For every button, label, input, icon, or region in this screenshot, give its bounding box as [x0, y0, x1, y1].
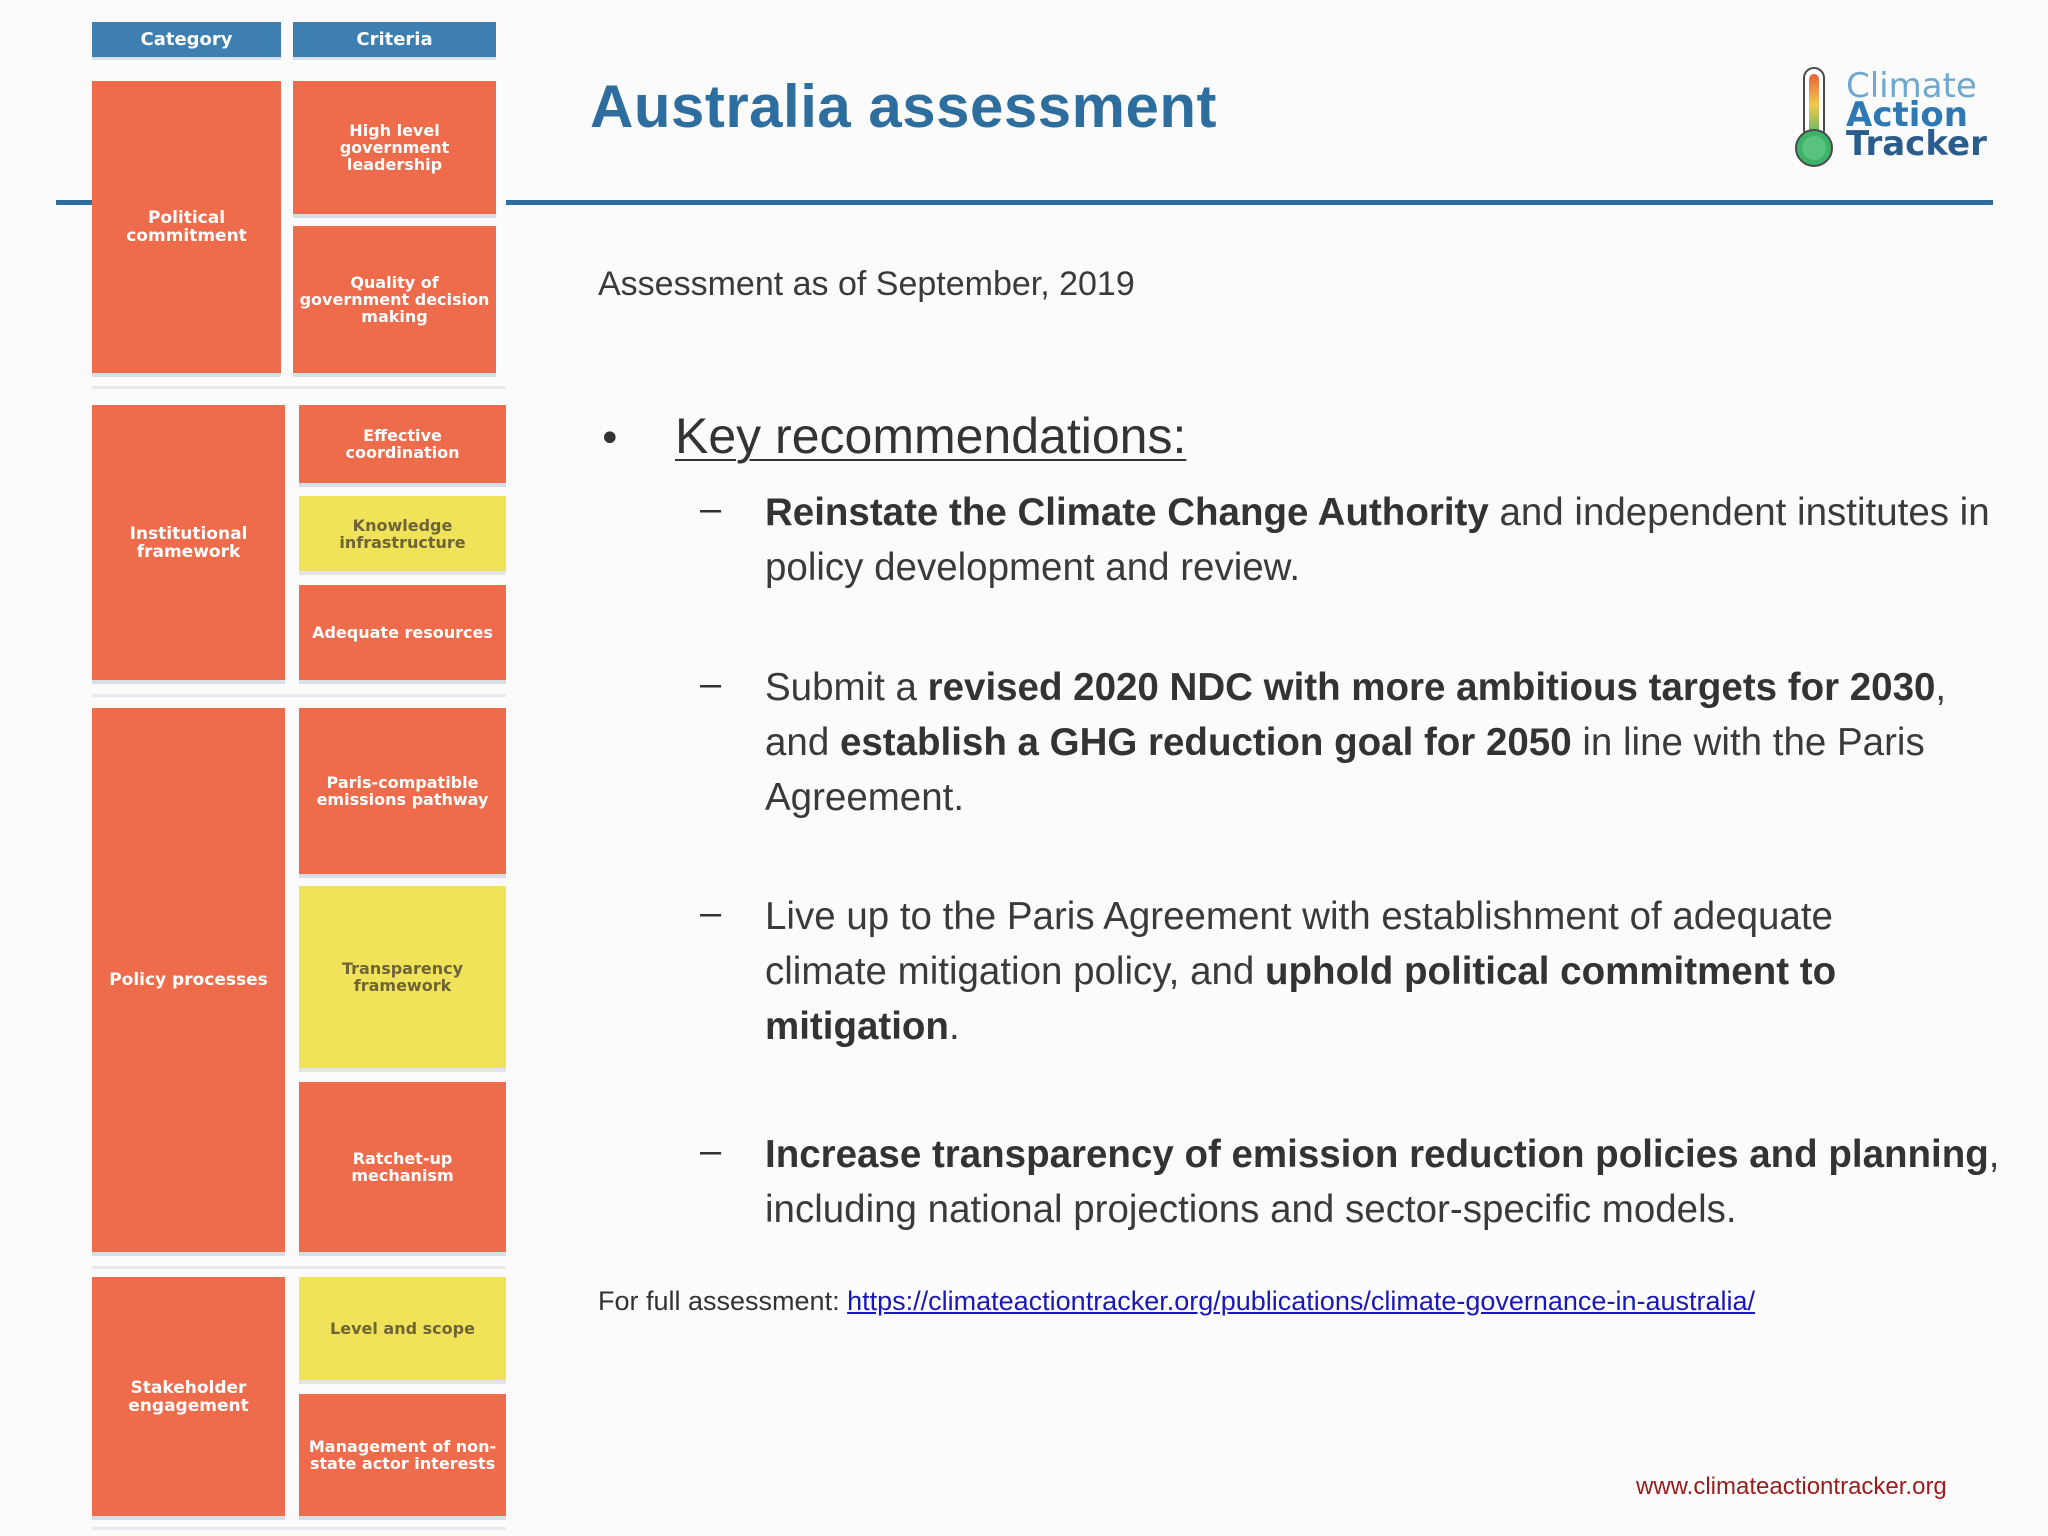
- dash-bullet: –: [700, 1130, 722, 1172]
- criteria-knowledge-infrastructure: Knowledge infrastructure: [299, 496, 506, 575]
- recommendation-3-bold: uphold political commitment to mitigation: [765, 950, 1837, 1048]
- recommendation-1-text: and independent institutes in policy development and review.: [765, 491, 1990, 589]
- grid-header-category: Category: [92, 22, 281, 60]
- recommendation-2-text-c: in line with the Paris Agreement.: [765, 721, 1925, 819]
- recommendation-2-text-b: , and: [765, 666, 1947, 764]
- dash-bullet: –: [700, 892, 722, 934]
- dash-bullet: –: [700, 488, 722, 530]
- criteria-adequate-resources: Adequate resources: [299, 585, 506, 684]
- criteria-high-level-government-leadership: High level government leadership: [293, 81, 496, 218]
- category-institutional-framework: Institutional framework: [92, 405, 285, 684]
- recommendation-2-text-a: Submit a: [765, 666, 928, 709]
- bullet-dot: •: [598, 416, 622, 462]
- criteria-transparency-framework: Transparency framework: [299, 886, 506, 1072]
- recommendation-2-bold-a: revised 2020 NDC with more ambitious targets for 2030: [927, 666, 1936, 709]
- recommendation-4: [765, 1127, 2035, 1237]
- grid-separator: [92, 386, 506, 389]
- thermometer-icon: [1790, 66, 1838, 170]
- category-policy-processes: Policy processes: [92, 708, 285, 1256]
- key-recommendations-heading: Key recommendations:: [675, 408, 1187, 464]
- assessment-grid: [0, 0, 520, 1536]
- climate-action-tracker-logo: [1790, 64, 2010, 174]
- logo-line-tracker: Tracker: [1846, 124, 1987, 164]
- recommendation-1-bold: Reinstate the Climate Change Authority: [765, 491, 1489, 534]
- full-assessment-link[interactable]: https://climateactiontracker.org/publications/climate-governance-in-australia/: [847, 1286, 1756, 1316]
- slide-title: Australia assessment: [590, 73, 1217, 140]
- full-assessment-line: [598, 1286, 1755, 1317]
- grid-header-criteria: Criteria: [293, 22, 496, 60]
- logo-line-climate: Climate: [1846, 66, 1977, 106]
- recommendation-4-text: , including national projections and sector-specific models.: [765, 1133, 2000, 1231]
- grid-separator: [92, 694, 506, 697]
- criteria-effective-coordination: Effective coordination: [299, 405, 506, 487]
- grid-separator: [92, 1266, 506, 1269]
- recommendation-3-text-b: .: [948, 1005, 960, 1048]
- recommendation-4-bold: Increase transparency of emission reduction policies and planning: [765, 1133, 1989, 1176]
- recommendation-3: [765, 889, 1965, 1054]
- grid-separator: [92, 1527, 506, 1530]
- logo-line-action: Action: [1846, 95, 1968, 135]
- title-rule-right: [506, 200, 1993, 205]
- category-political-commitment: Political commitment: [92, 81, 281, 377]
- criteria-ratchet-up-mechanism: Ratchet-up mechanism: [299, 1082, 506, 1256]
- recommendation-2-bold-b: establish a GHG reduction goal for 2050: [839, 721, 1572, 764]
- criteria-level-and-scope: Level and scope: [299, 1277, 506, 1384]
- footer-website: www.climateactiontracker.org: [1636, 1473, 1947, 1500]
- recommendation-2: [765, 660, 2005, 825]
- criteria-quality-of-government-decision-making: Quality of government decision making: [293, 226, 496, 377]
- title-rule-left: [56, 200, 92, 205]
- recommendation-3-text-a: Live up to the Paris Agreement with establishment of adequate climate mitigation policy, and: [765, 895, 1833, 993]
- category-stakeholder-engagement: Stakeholder engagement: [92, 1277, 285, 1520]
- full-assessment-label: For full assessment:: [598, 1286, 848, 1316]
- criteria-paris-compatible-emissions-pathway: Paris-compatible emissions pathway: [299, 708, 506, 878]
- criteria-management-of-non-state-actor-interests: Management of non-state actor interests: [299, 1394, 506, 1520]
- dash-bullet: –: [700, 663, 722, 705]
- recommendation-1: [765, 485, 2025, 595]
- assessment-date: Assessment as of September, 2019: [598, 265, 1135, 303]
